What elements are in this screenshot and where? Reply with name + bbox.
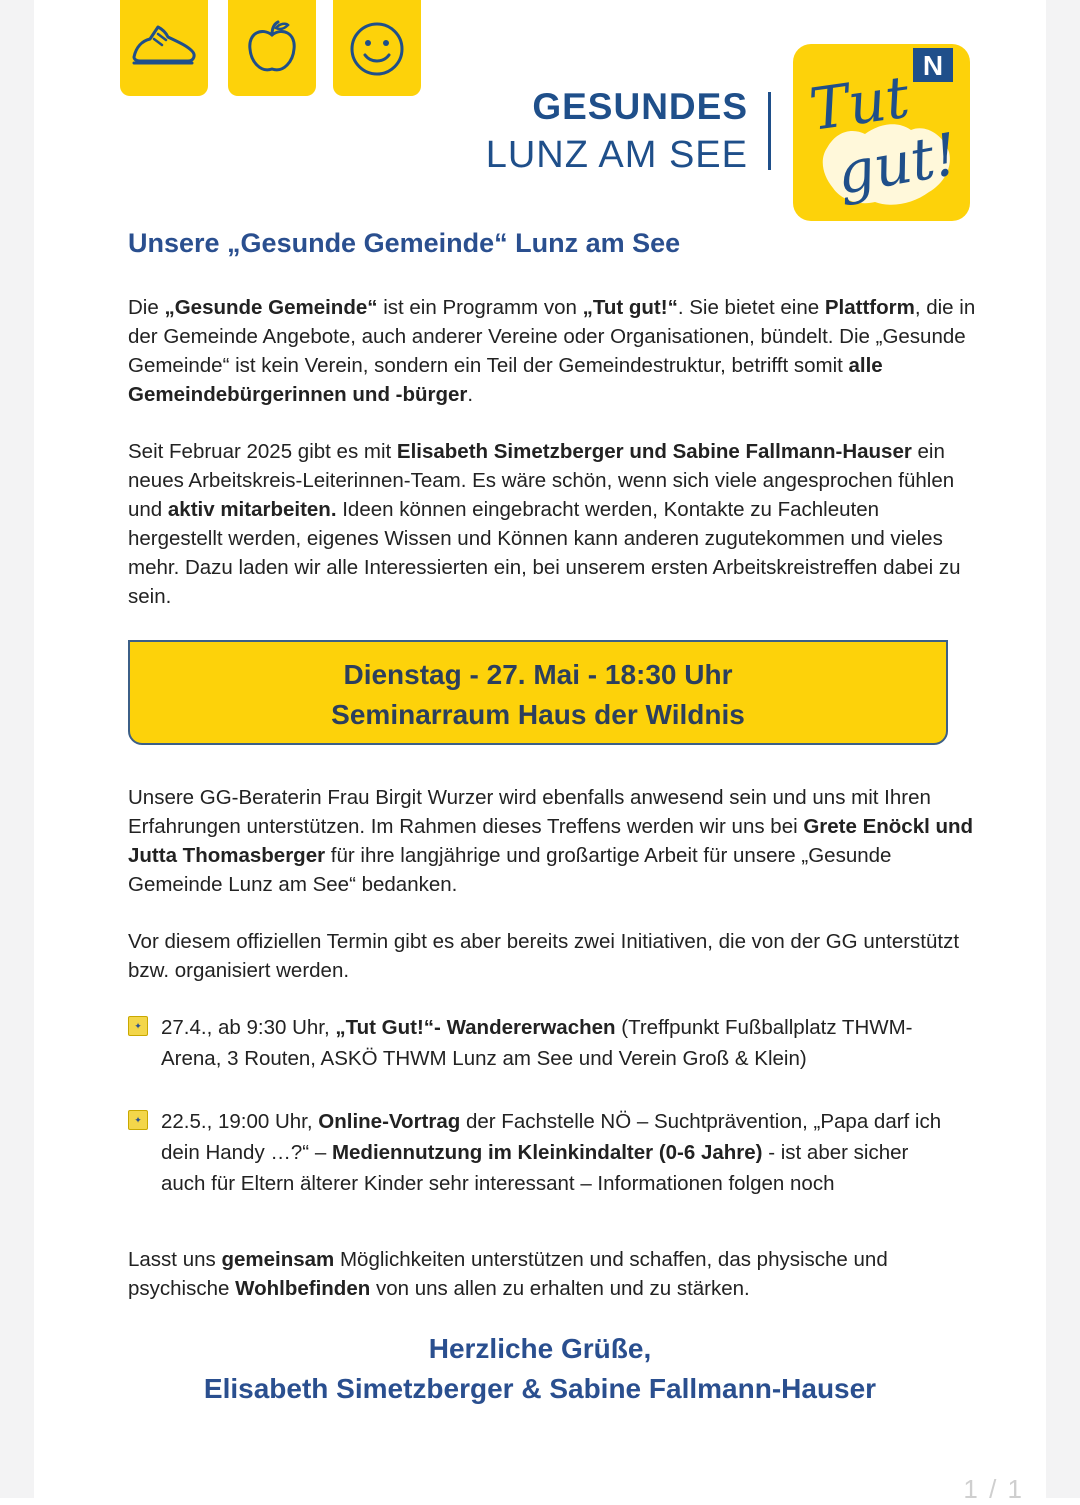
tut-gut-logo <box>793 44 970 221</box>
tut-gut-logo-graphic <box>793 44 970 221</box>
tut-gut-bullet-icon: ✦ <box>128 1016 148 1036</box>
running-shoe-icon <box>128 19 200 79</box>
event-location: Seminarraum Haus der Wildnis <box>331 699 745 730</box>
badge-letter: N <box>922 50 944 81</box>
page-indicator: 1 / 1 <box>963 1474 1024 1504</box>
signature-names: Elisabeth Simetzberger & Sabine Fallmann-Hauser <box>203 1373 877 1404</box>
smiley-tile <box>333 0 421 96</box>
logo-divider <box>768 92 771 170</box>
viewer-gutter-right <box>1046 0 1080 1498</box>
initiatives-intro: Vor diesem offiziellen Termin gibt es aber bereits zwei Initiativen, die von der GG unterstützt bzw. organisiert werden. <box>128 930 960 982</box>
tut-gut-bullet-icon: ✦ <box>128 1110 148 1130</box>
team-paragraph: Seit Februar 2025 gibt es mit Elisabeth Simetzberger und Sabine Fallmann-Hauser ein neues Arbeitskreis-Leiterinnen-Team. Es wäre schön, wenn sich viele angesprochen fühlen und aktiv mitarbeiten. Ideen können eingebracht werden, Kontakte zu Fachleuten hergestellt werden, eigenes Wissen und Können kann anderen zugutekommen und vieles mehr. Dazu laden wir alle Interessierten ein, bei unserem ersten Arbeitskreistreffen dabei zu sein. <box>128 440 961 608</box>
badge-word-tut: Tut <box>805 62 914 144</box>
shoe-tile <box>120 0 208 96</box>
smiley-icon <box>341 19 413 79</box>
badge-word-gut: gut! <box>831 119 963 208</box>
initiative-text: 22.5., 19:00 Uhr, Online-Vortrag der Fachstelle NÖ – Suchtprävention, „Papa darf ich dein Handy …?“ – Mediennutzung im Kleinkindalter (0-6 Jahre) - ist aber sicher auch für Eltern älterer Kinder sehr interessant – Informationen folgen noch <box>161 1110 942 1195</box>
advisor-paragraph: Unsere GG-Beraterin Frau Birgit Wurzer wird ebenfalls anwesend sein und uns mit Ihren Erfahrungen unterstützen. Im Rahmen dieses Treffens werden wir uns bei Grete Enöckl und Jutta Thomasberger für ihre langjährige und großartige Arbeit für unsere „Gesunde Gemeinde Lunz am See“ bedanken. <box>128 786 974 896</box>
initiative-item <box>128 1106 958 1199</box>
logo-gesundes: GESUNDES <box>532 86 748 127</box>
greeting: Herzliche Grüße, <box>428 1333 652 1364</box>
event-date: Dienstag - 27. Mai - 18:30 Uhr <box>343 659 733 690</box>
page-title: Unsere „Gesunde Gemeinde“ Lunz am See <box>128 228 681 258</box>
event-box <box>128 640 948 745</box>
apple-tile <box>228 0 316 96</box>
intro-paragraph: Die „Gesunde Gemeinde“ ist ein Programm von „Tut gut!“. Sie bietet eine Plattform, die in der Gemeinde Angebote, auch anderer Vereine oder Organisationen, bündelt. Die „Gesunde Gemeinde“ ist kein Verein, sondern ein Teil der Gemeindestruktur, betrifft somit alle Gemeindebürgerinnen und -bürger. <box>128 296 976 406</box>
apple-icon <box>236 19 308 79</box>
closing-paragraph: Lasst uns gemeinsam Möglichkeiten unterstützen und schaffen, das physische und psychische Wohlbefinden von uns allen zu erhalten und zu stärken. <box>128 1248 888 1300</box>
initiative-item <box>128 1012 958 1074</box>
logo-lunz-am-see: LUNZ AM SEE <box>485 134 748 176</box>
initiative-text: 27.4., ab 9:30 Uhr, „Tut Gut!“- Wandererwachen (Treffpunkt Fußballplatz THWM-Arena, 3 Routen, ASKÖ THWM Lunz am See und Verein Groß & Klein) <box>161 1016 913 1070</box>
viewer-gutter-left <box>0 0 34 1498</box>
